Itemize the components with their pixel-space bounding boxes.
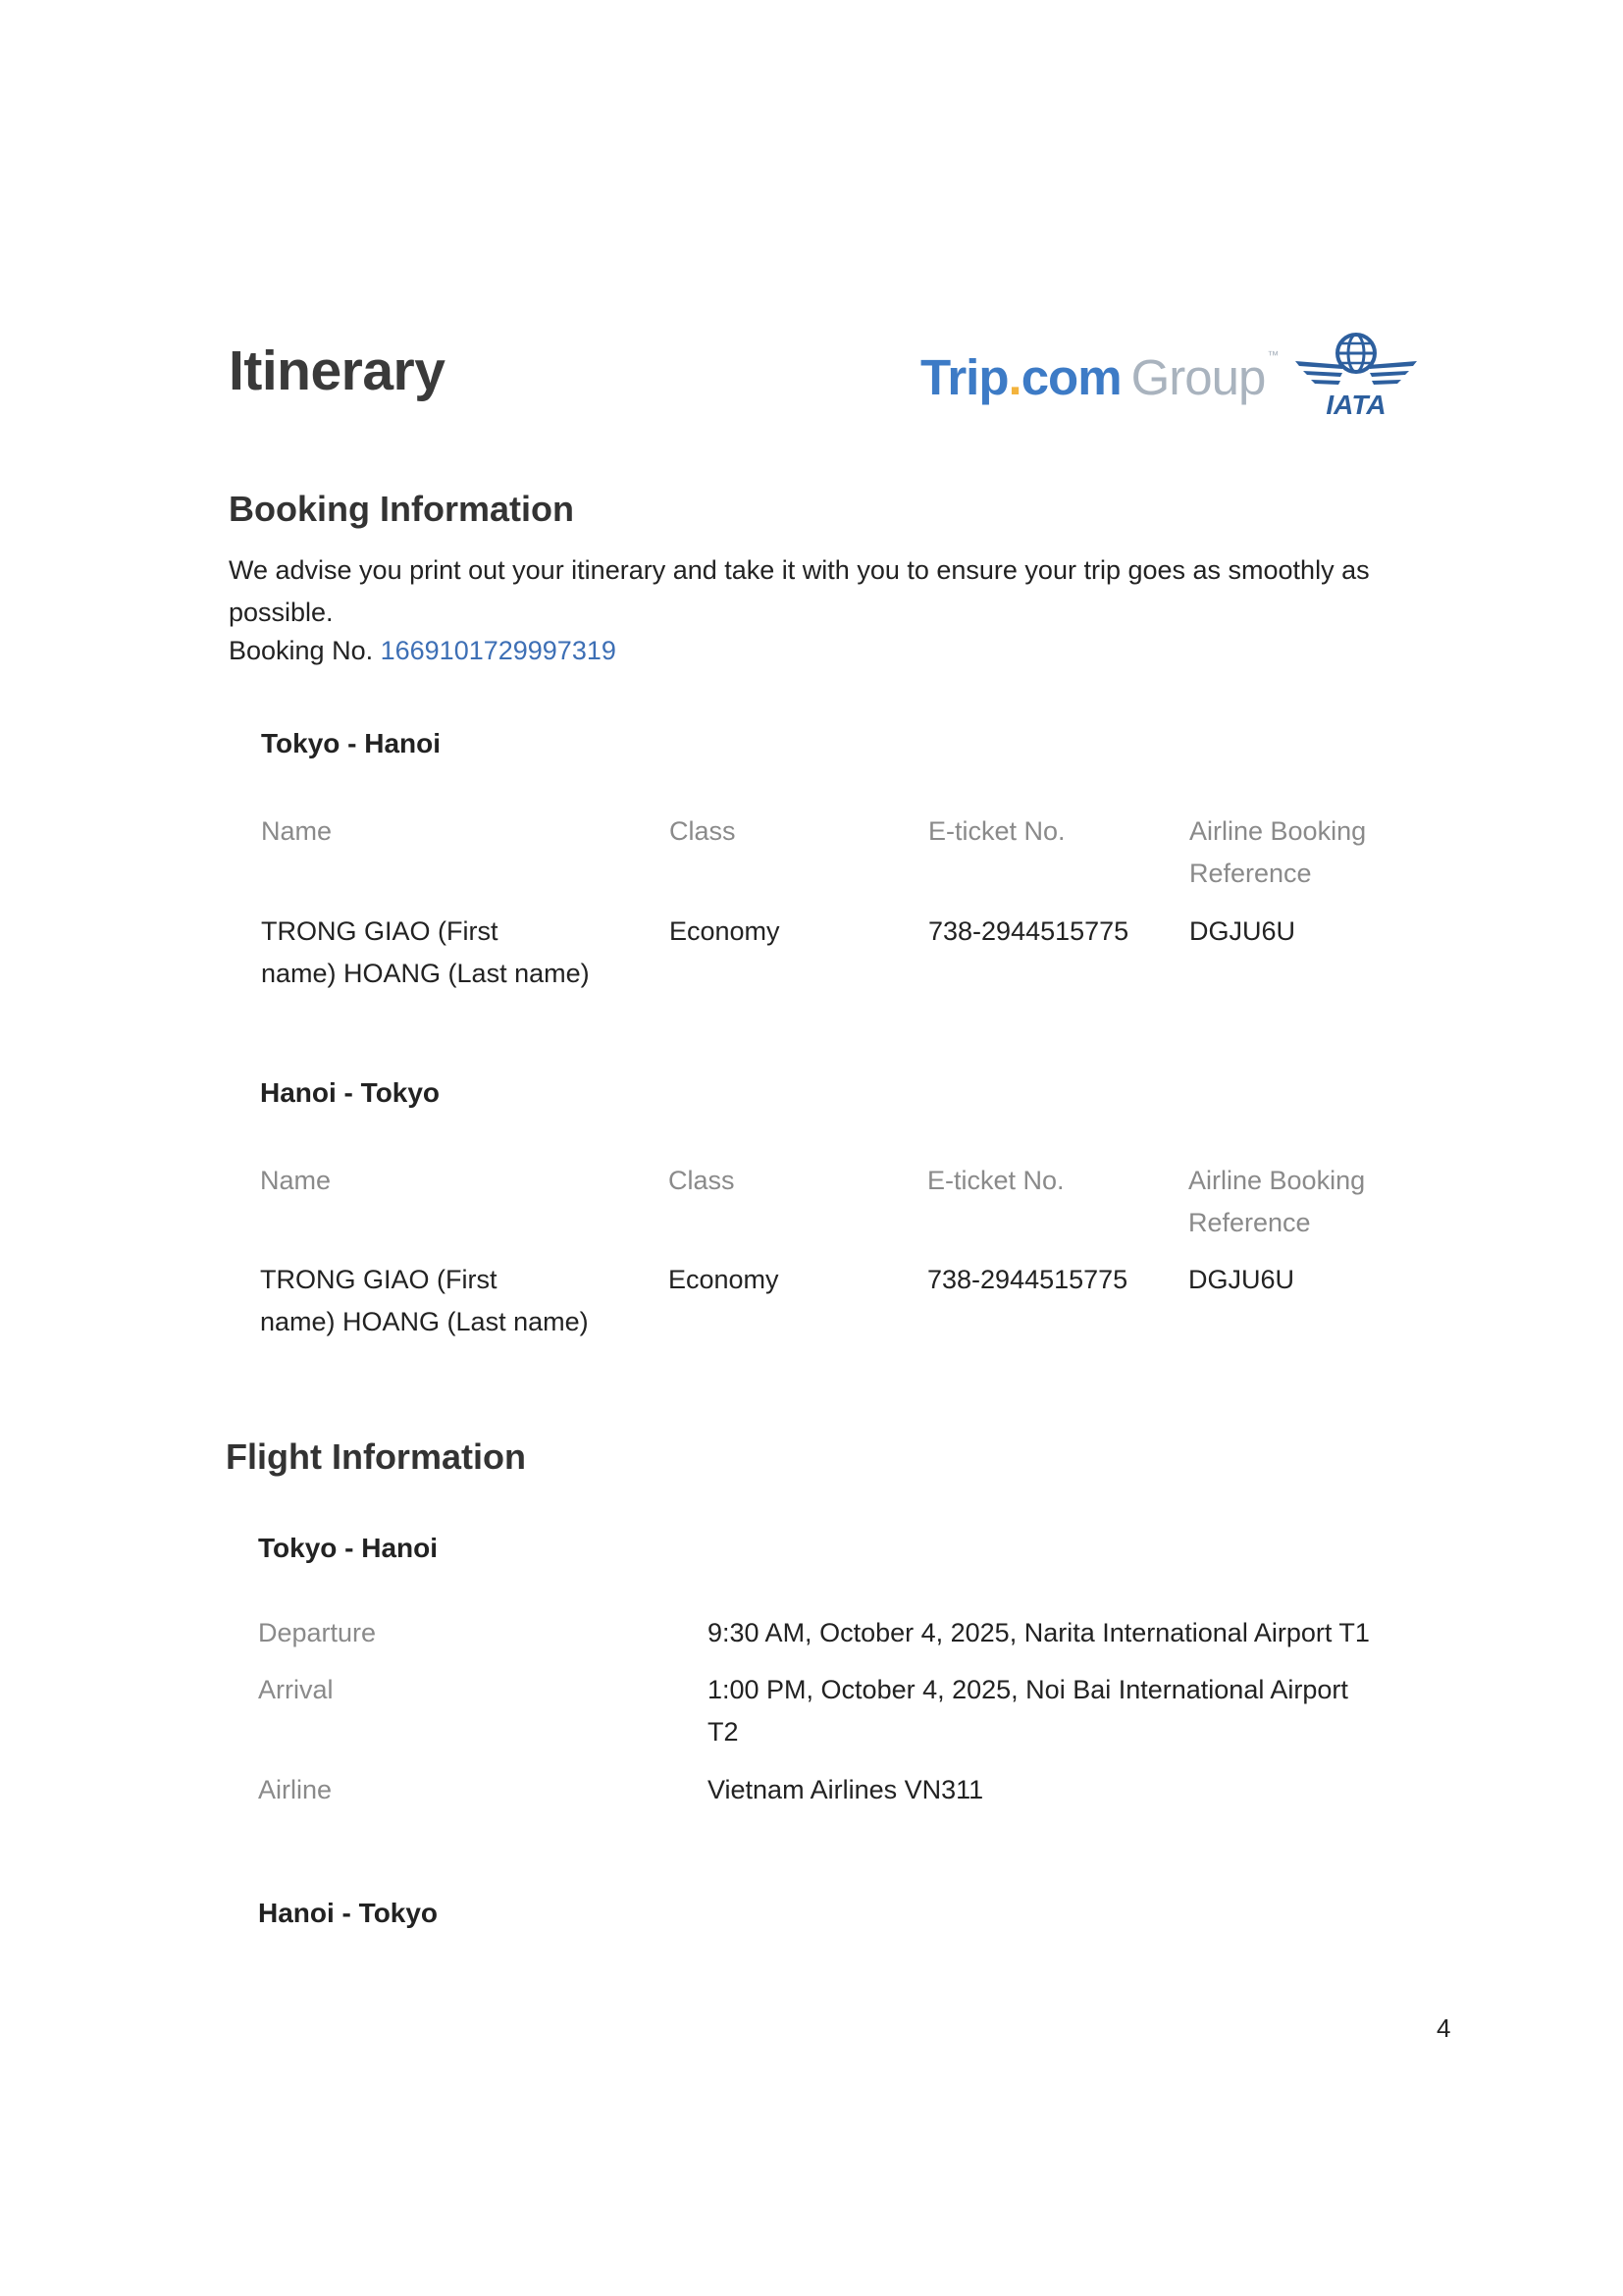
passenger-name-line1: TRONG GIAO (First [260, 1265, 497, 1294]
header-ref-line2: Reference [1189, 859, 1312, 888]
class-value: Economy [669, 916, 780, 946]
logo-trademark: ™ [1267, 348, 1279, 362]
tripcom-group-logo [920, 348, 1278, 406]
arrival-label: Arrival [258, 1675, 334, 1704]
booking-number-label: Booking No. [229, 636, 374, 665]
page-title: Itinerary [229, 339, 445, 402]
page-number: 4 [1437, 2013, 1451, 2043]
booking-route-heading: Tokyo - Hanoi [261, 728, 442, 758]
arrival-value-line1: 1:00 PM, October 4, 2025, Noi Bai International Airport [707, 1675, 1348, 1704]
passenger-name-line1: TRONG GIAO (First [261, 916, 498, 946]
airline-label: Airline [258, 1775, 333, 1804]
header-class: Class [668, 1166, 735, 1195]
header-class: Class [669, 816, 736, 846]
logo-group-word: Group [1130, 349, 1266, 405]
flight-route-heading: Hanoi - Tokyo [258, 1898, 439, 1928]
logo-com-word: com [1021, 349, 1122, 405]
header-name: Name [261, 816, 333, 846]
header-ref-line2: Reference [1188, 1208, 1311, 1237]
flight-route-heading: Tokyo - Hanoi [258, 1533, 439, 1563]
iata-logo-text: IATA [1326, 390, 1387, 418]
logo-trip-word: Trip [920, 349, 1009, 405]
flight-information-heading: Flight Information [226, 1436, 526, 1477]
header-ref-line1: Airline Booking [1188, 1166, 1366, 1195]
booking-advice-text: We advise you print out your itinerary and take it with you to ensure your trip goes as smoothly as possible. [229, 555, 1370, 627]
booking-number-value: 1669101729997319 [380, 636, 616, 665]
header-name: Name [260, 1166, 332, 1195]
booking-number-line [229, 636, 616, 666]
iata-logo [1293, 330, 1419, 418]
passenger-name [261, 911, 590, 995]
booking-reference-value: DGJU6U [1188, 1265, 1295, 1294]
header-eticket: E-ticket No. [928, 816, 1066, 846]
class-value: Economy [668, 1265, 779, 1294]
eticket-value: 738-2944515775 [928, 916, 1129, 946]
booking-information-heading: Booking Information [229, 489, 574, 529]
departure-label: Departure [258, 1618, 377, 1647]
eticket-value: 738-2944515775 [927, 1265, 1128, 1294]
arrival-value [707, 1669, 1348, 1753]
header-booking-reference [1188, 1160, 1365, 1244]
booking-reference-value: DGJU6U [1189, 916, 1296, 946]
arrival-value-line2: T2 [707, 1717, 739, 1747]
header-ref-line1: Airline Booking [1189, 816, 1367, 846]
header-booking-reference [1189, 810, 1366, 895]
departure-value: 9:30 AM, October 4, 2025, Narita International Airport T1 [707, 1618, 1370, 1647]
passenger-name [260, 1259, 589, 1343]
passenger-name-line2: name) HOANG (Last name) [261, 959, 590, 988]
header-eticket: E-ticket No. [927, 1166, 1065, 1195]
booking-route-heading: Hanoi - Tokyo [260, 1077, 441, 1108]
passenger-name-line2: name) HOANG (Last name) [260, 1307, 589, 1336]
logo-dot: . [1008, 349, 1021, 405]
airline-value: Vietnam Airlines VN311 [707, 1775, 984, 1804]
